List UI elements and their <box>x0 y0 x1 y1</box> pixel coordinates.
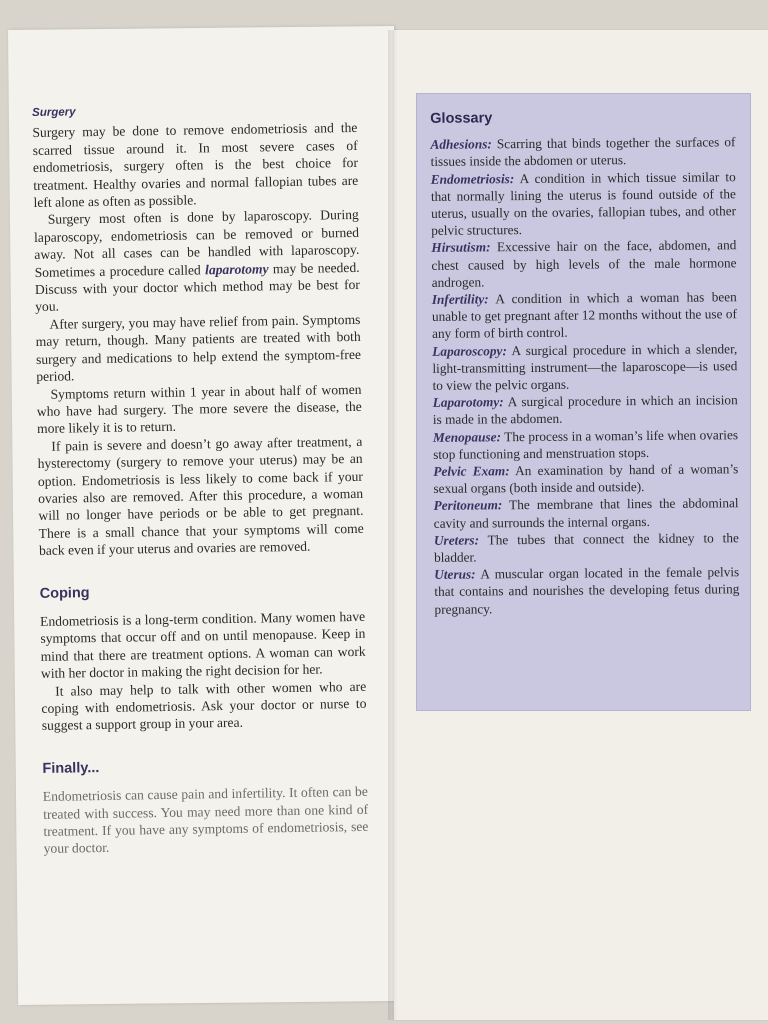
glossary-definition: Excessive hair on the face, abdomen, and chest caused by high levels of the male hormone androgen. <box>431 237 737 290</box>
glossary-entry <box>433 460 738 497</box>
glossary-box <box>416 93 751 711</box>
glossary-definition: Scarring that binds together the surfaces of tissues inside the abdomen or uterus. <box>430 134 736 170</box>
finally-paragraph: Endometriosis can cause pain and infertility. It often can be treated with success. You may need more than one kind of treatment. If you have any symptoms of endometriosis, see your doctor. <box>42 784 369 857</box>
glossary-definition: The process in a woman’s life when ovaries stop functioning and menstruation stops. <box>433 426 739 462</box>
surgery-heading: Surgery <box>32 106 76 119</box>
glossary-definition: A muscular organ located in the female pelvis that contains and nourishes the developing fetus during pregnancy. <box>434 564 740 617</box>
surgery-paragraph-4: Symptoms return within 1 year in about half of women who have had surgery. The more severe the disease, the more likely it is to return. <box>36 381 362 437</box>
glossary-definition: An examination by hand of a woman’s sexual organs (both inside and outside). <box>433 461 739 497</box>
surgery-paragraph-2-text: Surgery most often is done by laparoscopy. During laparoscopy, endometriosis can be removed or burned away. Not all cases can be handled with laparoscopy. Sometimes a procedure called <box>33 207 360 280</box>
glossary-term: Menopause: <box>432 428 502 445</box>
glossary-definition: A surgical procedure in which a slender, light-transmitting instrument—the laparoscope—is used to view the pelvic organs. <box>432 340 738 393</box>
glossary-entry <box>430 133 735 170</box>
surgery-paragraph-2 <box>34 206 361 316</box>
glossary-entry <box>432 340 737 394</box>
glossary-entry <box>434 495 739 532</box>
surgery-paragraph-5: If pain is severe and doesn’t go away after treatment, a hysterectomy (surgery to remove your uterus) may be an option. Endometriosis is less likely to come back if your ovaries also are removed. After this procedure, a woman will no longer have periods or be able to get pregnant. There is a small chance that your symptoms will come back even if your uterus and ovaries are removed. <box>37 433 364 559</box>
glossary-definition: The tubes that connect the kidney to the bladder. <box>433 530 739 565</box>
glossary-content <box>416 90 756 618</box>
glossary-entry <box>431 237 736 291</box>
glossary-term: Laparotomy: <box>432 394 504 411</box>
laparotomy-term: laparotomy <box>204 260 269 277</box>
glossary-term: Hirsutism: <box>431 239 491 256</box>
glossary-term: Endometriosis: <box>430 170 515 187</box>
coping-heading: Coping <box>39 584 90 602</box>
glossary-term: Adhesions: <box>430 136 492 153</box>
fold-shadow <box>388 30 398 1020</box>
glossary-title: Glossary <box>430 110 493 127</box>
coping-paragraph-2: It also may help to talk with other women who are coping with endometriosis. Ask your doctor or nurse to suggest a support group in your area. <box>41 678 367 734</box>
surgery-paragraph-3: After surgery, you may have relief from pain. Symptoms may return, though. Many patients are treated with both surgery and medications to help extend the symptom-free period. <box>35 311 362 385</box>
finally-heading: Finally... <box>42 759 100 777</box>
glossary-term: Infertility: <box>431 291 489 307</box>
glossary-term: Uterus: <box>434 566 476 583</box>
glossary-entry <box>434 563 739 617</box>
glossary-entry <box>433 426 738 463</box>
left-column <box>32 100 369 858</box>
glossary-term: Laparoscopy: <box>432 342 507 359</box>
glossary-definition: The membrane that lines the abdominal cavity and surrounds the internal organs. <box>433 495 739 531</box>
glossary-term: Pelvic Exam: <box>433 463 510 479</box>
glossary-definition: A surgical procedure in which an incision is made in the abdomen. <box>432 392 738 428</box>
glossary-entry <box>431 168 737 239</box>
surgery-paragraph-2-tail: may be needed. Discuss with your doctor which method may be best for you. <box>34 259 360 315</box>
glossary-term: Ureters: <box>433 532 480 548</box>
glossary-definition: A condition in which tissue similar to that normally lining the uterus is found outside of the uterus, usually on the ovaries, fallopian tubes, and other pelvic structures. <box>430 168 737 239</box>
coping-paragraph-1: Endometriosis is a long-term condition. Many women have symptoms that occur off and on until menopause. Keep in mind that there are treatment options. A woman can work with her doctor in making the right decision for her. <box>39 608 366 682</box>
glossary-entry <box>432 288 737 342</box>
glossary-entry <box>433 391 738 428</box>
glossary-entry <box>434 529 739 566</box>
glossary-list <box>430 133 739 617</box>
surgery-paragraph-1: Surgery may be done to remove endometriosis and the scarred tissue around it. In most severe cases of endometriosis, surgery often is the best choice for treatment. Healthy ovaries and normal fallopian tubes are left alone as often as possible. <box>32 120 359 211</box>
glossary-term: Peritoneum: <box>433 497 503 514</box>
glossary-definition: A condition in which a woman has been unable to get pregnant after 12 months without the use of any form of birth control. <box>431 289 738 342</box>
